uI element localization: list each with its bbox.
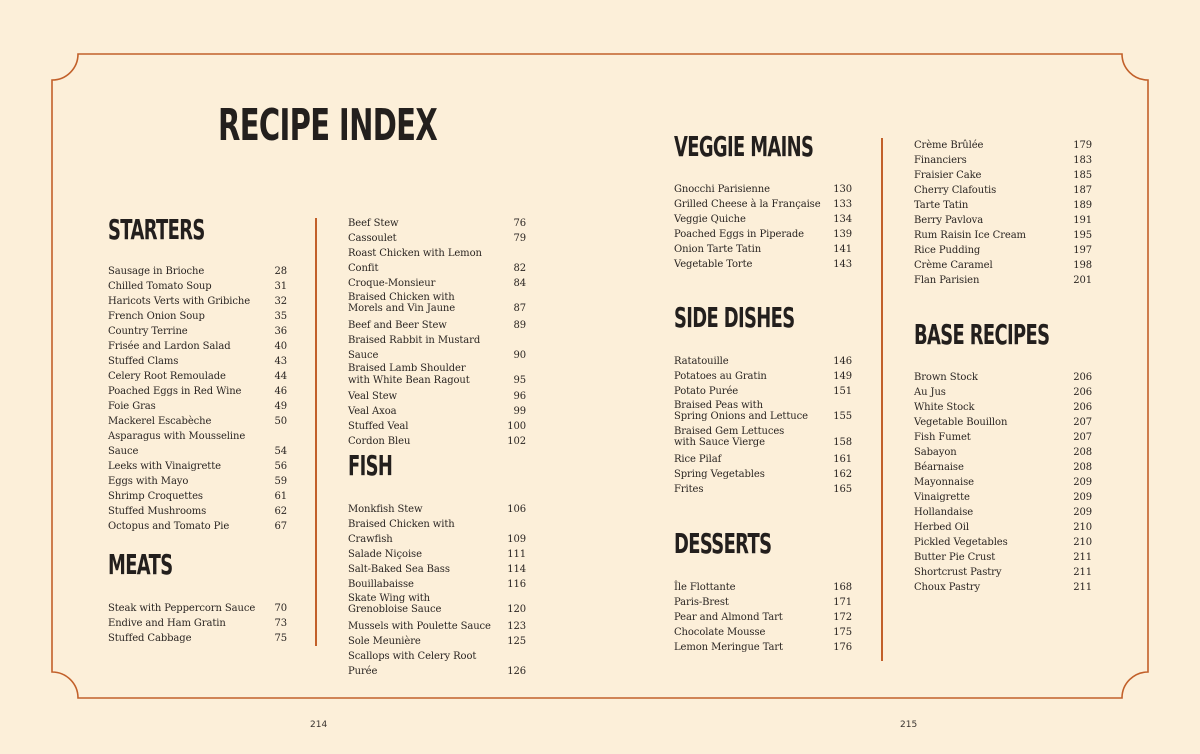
recipe-name: Fraisier Cake	[914, 170, 982, 181]
recipe-name: Choux Pastry	[914, 582, 980, 593]
page-number: 84	[513, 278, 526, 289]
recipe-name: Rice Pilaf	[674, 453, 722, 465]
column-divider	[315, 218, 317, 646]
recipe-name: Vinaigrette	[914, 492, 970, 503]
index-entry	[108, 459, 287, 474]
page-number: 120	[507, 604, 526, 615]
recipe-name: Salade Niçoise	[348, 549, 422, 560]
index-entry	[914, 520, 1092, 535]
page-number: 162	[833, 468, 852, 480]
recipe-name: Steak with Peppercorn Sauce	[108, 603, 256, 614]
recipe-name: Braised Gem Lettuces with Sauce Vierge	[674, 425, 785, 448]
recipe-name: Veggie Quiche	[674, 214, 746, 225]
page-number: 207	[1073, 417, 1092, 428]
index-entry	[914, 138, 1092, 153]
section-title-side-dishes: SIDE DISHES	[674, 301, 795, 334]
recipe-name: Île Flottante	[674, 582, 736, 593]
recipe-name: Sabayon	[914, 447, 957, 458]
index-entry	[348, 434, 526, 449]
recipe-name: Spring Vegetables	[674, 468, 765, 480]
page-number: 89	[513, 319, 526, 331]
page-number: 130	[833, 184, 852, 195]
index-entry	[108, 399, 287, 414]
index-entry	[674, 640, 852, 655]
recipe-name: Pickled Vegetables	[914, 537, 1008, 548]
recipe-name: Potatoes au Gratin	[674, 371, 767, 382]
index-entry	[674, 227, 852, 242]
index-entry	[108, 414, 287, 429]
recipe-name: Foie Gras	[108, 401, 156, 412]
index-entry	[348, 246, 526, 276]
index-entry	[914, 460, 1092, 475]
index-entry	[914, 535, 1092, 550]
index-entry	[348, 649, 526, 679]
recipe-name: Sole Meunière	[348, 635, 421, 647]
recipe-name: Shortcrust Pastry	[914, 567, 1002, 578]
page-number-right: 215	[900, 720, 918, 730]
index-entry	[914, 430, 1092, 445]
page-number: 151	[833, 386, 852, 397]
veggie-mains-list	[674, 182, 852, 272]
recipe-name: Onion Tarte Tatin	[674, 244, 762, 255]
page-number: 35	[274, 311, 287, 322]
meats-list	[108, 601, 287, 646]
page-number: 76	[513, 218, 526, 229]
section-title-starters: STARTERS	[108, 213, 205, 246]
recipe-name: Frites	[674, 483, 704, 495]
section-title-desserts: DESSERTS	[674, 527, 772, 560]
recipe-name: Veal Stew	[348, 391, 398, 402]
recipe-name: Monkfish Stew	[348, 504, 423, 515]
page-number: 70	[274, 603, 287, 614]
index-entry	[348, 593, 526, 616]
recipe-name: Skate Wing with Grenobloise Sauce	[348, 592, 442, 615]
index-entry	[914, 445, 1092, 460]
recipe-name: Endive and Ham Gratin	[108, 618, 226, 629]
recipe-name: Roast Chicken with Lemon Confit	[348, 248, 482, 274]
page-number: 32	[274, 296, 287, 307]
index-entry	[674, 400, 852, 423]
page-number: 75	[274, 633, 287, 644]
recipe-name: Herbed Oil	[914, 522, 969, 533]
index-entry	[674, 452, 852, 467]
page-number: 134	[833, 214, 852, 225]
page-number: 185	[1073, 170, 1092, 181]
index-entry	[348, 292, 526, 315]
index-entry	[914, 228, 1092, 243]
recipe-name: Braised Rabbit in Mustard Sauce	[348, 334, 481, 361]
page-number: 123	[507, 620, 526, 632]
index-entry	[914, 168, 1092, 183]
index-entry	[674, 384, 852, 399]
recipe-name: Crème Brûlée	[914, 140, 984, 151]
recipe-name: Salt-Baked Sea Bass	[348, 564, 450, 575]
page-number: 44	[274, 371, 287, 382]
page-number: 133	[833, 199, 852, 210]
page-number: 206	[1073, 402, 1092, 413]
desserts-list	[674, 580, 852, 655]
recipe-name: Fish Fumet	[914, 432, 971, 443]
index-entry	[914, 273, 1092, 288]
page-number: 31	[274, 281, 287, 292]
index-entry	[108, 519, 287, 534]
recipe-name: Stuffed Mushrooms	[108, 506, 207, 517]
recipe-name: Haricots Verts with Gribiche	[108, 296, 251, 307]
page-number: 201	[1073, 275, 1092, 286]
page-number: 90	[513, 349, 526, 361]
index-entry	[108, 474, 287, 489]
index-entry	[674, 467, 852, 482]
recipe-name: Chocolate Mousse	[674, 627, 766, 638]
index-entry	[108, 309, 287, 324]
desserts-continued-list	[914, 138, 1092, 288]
recipe-name: Country Terrine	[108, 326, 188, 337]
column-divider-right	[881, 138, 883, 661]
page-number: 211	[1073, 552, 1092, 563]
index-entry	[674, 354, 852, 369]
page-number: 158	[833, 437, 852, 448]
recipe-name: Cherry Clafoutis	[914, 185, 997, 196]
recipe-name: Tarte Tatin	[914, 200, 969, 211]
recipe-name: Hollandaise	[914, 507, 974, 518]
index-entry	[914, 550, 1092, 565]
page-number: 206	[1073, 387, 1092, 398]
recipe-name: Braised Chicken with Morels and Vin Jaune	[348, 291, 456, 314]
page-number: 40	[274, 341, 287, 352]
section-title-base-recipes: BASE RECIPES	[914, 318, 1050, 351]
page-number: 43	[274, 356, 287, 367]
page-number: 175	[833, 627, 852, 638]
page-number: 79	[513, 233, 526, 244]
index-entry	[674, 182, 852, 197]
page-number: 176	[833, 642, 852, 653]
recipe-name: Butter Pie Crust	[914, 552, 996, 563]
recipe-name: Mackerel Escabèche	[108, 416, 212, 427]
recipe-name: Mayonnaise	[914, 477, 974, 488]
recipe-name: Grilled Cheese à la Française	[674, 199, 821, 210]
index-entry	[674, 625, 852, 640]
page-number: 96	[513, 391, 526, 402]
index-entry	[348, 419, 526, 434]
page-number: 56	[274, 461, 287, 472]
index-entry	[108, 324, 287, 339]
page-number: 109	[507, 534, 526, 545]
page-number: 100	[507, 421, 526, 432]
page-number: 171	[833, 597, 852, 608]
page-number: 209	[1073, 507, 1092, 518]
page-number: 87	[513, 303, 526, 314]
meats-continued-list	[348, 216, 526, 449]
page-number: 62	[274, 506, 287, 517]
page-number: 155	[833, 411, 852, 422]
page-number: 54	[274, 446, 287, 457]
index-entry	[108, 384, 287, 399]
recipe-name: Au Jus	[914, 387, 946, 398]
index-entry	[108, 279, 287, 294]
page-number: 114	[507, 564, 526, 575]
index-entry	[348, 276, 526, 291]
index-entry	[914, 258, 1092, 273]
recipe-name: Paris-Brest	[674, 597, 729, 608]
page-number: 95	[513, 374, 526, 386]
recipe-name: Stuffed Veal	[348, 421, 409, 432]
page-number: 198	[1073, 260, 1092, 271]
index-entry	[914, 213, 1092, 228]
recipe-name: Cordon Bleu	[348, 436, 411, 447]
page-number: 197	[1073, 245, 1092, 256]
index-entry	[914, 580, 1092, 595]
page-number: 189	[1073, 200, 1092, 211]
page-number: 165	[833, 483, 852, 495]
recipe-name: Poached Eggs in Piperade	[674, 229, 804, 240]
index-entry	[348, 502, 526, 517]
recipe-name: Flan Parisien	[914, 275, 980, 286]
recipe-name: Gnocchi Parisienne	[674, 184, 770, 195]
page-number: 208	[1073, 462, 1092, 473]
recipe-name: Shrimp Croquettes	[108, 491, 203, 502]
recipe-name: Eggs with Mayo	[108, 476, 189, 487]
index-entry	[108, 504, 287, 519]
index-entry	[348, 577, 526, 592]
index-entry	[108, 616, 287, 631]
index-entry	[674, 257, 852, 272]
page-number: 187	[1073, 185, 1092, 196]
page-number: 28	[274, 266, 287, 277]
recipe-name: Crème Caramel	[914, 260, 993, 271]
page-number: 210	[1073, 522, 1092, 533]
page-number: 209	[1073, 492, 1092, 503]
section-title-veggie-mains: VEGGIE MAINS	[674, 130, 814, 163]
index-entry	[108, 264, 287, 279]
index-entry	[348, 389, 526, 404]
section-title-meats: MEATS	[108, 548, 173, 581]
page-title: RECIPE INDEX	[218, 100, 438, 151]
recipe-name: Poached Eggs in Red Wine	[108, 386, 242, 397]
index-entry	[108, 354, 287, 369]
recipe-name: Rum Raisin Ice Cream	[914, 230, 1026, 241]
index-entry	[914, 385, 1092, 400]
base-recipes-list	[914, 370, 1092, 595]
index-entry	[914, 370, 1092, 385]
page-number: 102	[507, 436, 526, 447]
page-number: 99	[513, 406, 526, 417]
page-number: 67	[274, 521, 287, 532]
index-entry	[914, 400, 1092, 415]
index-entry	[348, 517, 526, 547]
recipe-name: Mussels with Poulette Sauce	[348, 620, 491, 632]
index-entry	[674, 580, 852, 595]
recipe-name: Ratatouille	[674, 356, 729, 367]
recipe-name: Beef Stew	[348, 218, 399, 229]
page-number: 172	[833, 612, 852, 623]
recipe-name: Rice Pudding	[914, 245, 981, 256]
index-entry	[108, 489, 287, 504]
page-number: 59	[274, 476, 287, 487]
recipe-name: Stuffed Cabbage	[108, 633, 192, 644]
index-entry	[348, 333, 526, 363]
page-number: 126	[507, 665, 526, 677]
index-entry	[674, 595, 852, 610]
recipe-name: Scallops with Celery Root Purée	[348, 650, 477, 677]
index-entry	[348, 231, 526, 246]
recipe-name: Braised Peas with Spring Onions and Lettuce	[674, 399, 808, 422]
index-entry	[348, 404, 526, 419]
index-entry	[108, 369, 287, 384]
recipe-name: Beef and Beer Stew	[348, 319, 447, 331]
recipe-name: Croque-Monsieur	[348, 278, 436, 289]
page-number: 125	[507, 635, 526, 647]
index-entry	[914, 153, 1092, 168]
page-number: 195	[1073, 230, 1092, 241]
recipe-name: Berry Pavlova	[914, 215, 984, 226]
index-entry	[674, 369, 852, 384]
page-number: 209	[1073, 477, 1092, 488]
index-entry	[674, 426, 852, 449]
page-number-left: 214	[310, 720, 328, 730]
page-number: 49	[274, 401, 287, 412]
recipe-name: Celery Root Remoulade	[108, 371, 226, 382]
page-number: 146	[833, 356, 852, 367]
recipe-name: Braised Chicken with Crawfish	[348, 519, 455, 545]
page-number: 106	[507, 504, 526, 515]
recipe-name: Leeks with Vinaigrette	[108, 461, 221, 472]
page-number: 183	[1073, 155, 1092, 166]
recipe-name: White Stock	[914, 402, 975, 413]
page-number: 141	[833, 244, 852, 255]
page-number: 206	[1073, 372, 1092, 383]
recipe-name: Chilled Tomato Soup	[108, 281, 212, 292]
index-entry	[914, 183, 1092, 198]
page-number: 211	[1073, 567, 1092, 578]
page-number: 50	[274, 416, 287, 427]
index-entry	[914, 490, 1092, 505]
page-number: 46	[274, 386, 287, 397]
index-entry	[348, 562, 526, 577]
index-entry	[914, 565, 1092, 580]
recipe-name: Bouillabaisse	[348, 579, 414, 590]
recipe-name: Braised Lamb Shoulder with White Bean Ragout	[348, 363, 470, 386]
recipe-name: Asparagus with Mousseline Sauce	[108, 431, 246, 457]
index-entry	[674, 212, 852, 227]
index-entry	[348, 634, 526, 649]
starters-list	[108, 264, 287, 534]
index-entry	[108, 631, 287, 646]
page-number: 139	[833, 229, 852, 240]
recipe-name: Vegetable Bouillon	[914, 417, 1008, 428]
index-entry	[674, 610, 852, 625]
index-entry	[914, 415, 1092, 430]
page-number: 210	[1073, 537, 1092, 548]
page-number: 191	[1073, 215, 1092, 226]
page-number: 179	[1073, 140, 1092, 151]
recipe-name: Frisée and Lardon Salad	[108, 341, 231, 352]
index-entry	[348, 318, 526, 333]
index-entry	[674, 482, 852, 497]
index-entry	[674, 197, 852, 212]
index-entry	[914, 243, 1092, 258]
page-number: 149	[833, 371, 852, 382]
recipe-name: Vegetable Torte	[674, 259, 753, 270]
index-entry	[348, 547, 526, 562]
page-number: 143	[833, 259, 852, 270]
page-number: 111	[507, 549, 526, 560]
recipe-name: Veal Axoa	[348, 406, 397, 417]
recipe-name: Lemon Meringue Tart	[674, 642, 783, 653]
index-entry	[108, 339, 287, 354]
page-number: 211	[1073, 582, 1092, 593]
index-entry	[348, 216, 526, 231]
recipe-name: Cassoulet	[348, 233, 397, 244]
page-number: 61	[274, 491, 287, 502]
index-entry	[674, 242, 852, 257]
recipe-name: Brown Stock	[914, 372, 978, 383]
page-number: 161	[833, 453, 852, 465]
index-entry	[914, 198, 1092, 213]
index-entry	[914, 475, 1092, 490]
page-number: 73	[274, 618, 287, 629]
side-dishes-list	[674, 354, 852, 497]
recipe-name: Octopus and Tomato Pie	[108, 521, 230, 532]
page-number: 207	[1073, 432, 1092, 443]
index-entry	[914, 505, 1092, 520]
page-number: 208	[1073, 447, 1092, 458]
index-entry	[108, 601, 287, 616]
page-number: 168	[833, 582, 852, 593]
index-entry	[108, 429, 287, 459]
fish-list	[348, 502, 526, 679]
recipe-name: Financiers	[914, 155, 967, 166]
index-entry	[108, 294, 287, 309]
section-title-fish: FISH	[348, 449, 393, 482]
index-entry	[348, 619, 526, 634]
page-number: 36	[274, 326, 287, 337]
recipe-name: French Onion Soup	[108, 311, 205, 322]
recipe-name: Béarnaise	[914, 462, 964, 473]
recipe-name: Pear and Almond Tart	[674, 612, 783, 623]
recipe-name: Sausage in Brioche	[108, 266, 205, 277]
page-number: 116	[507, 579, 526, 590]
index-entry	[348, 363, 526, 386]
page-number: 82	[513, 263, 526, 274]
recipe-name: Stuffed Clams	[108, 356, 179, 367]
recipe-name: Potato Purée	[674, 386, 739, 397]
